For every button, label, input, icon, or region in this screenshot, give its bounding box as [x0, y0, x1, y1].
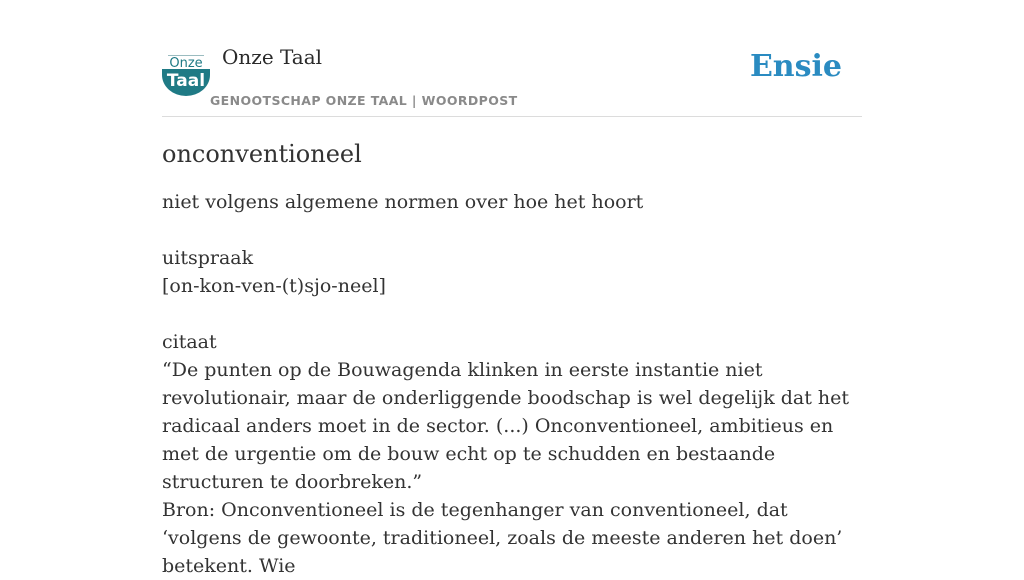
site-name[interactable]: Onze Taal — [222, 45, 323, 69]
quote-section — [162, 328, 862, 580]
logo-text-top: Onze — [169, 56, 203, 71]
pronunciation-section — [162, 244, 862, 300]
logo-text-bottom: Taal — [166, 71, 206, 91]
source-text: Bron: Onconventioneel is de tegenhanger van conventioneel, dat ‘volgens de gewoonte, traditioneel, zoals de meeste anderen het doen’ betekent. Wie — [162, 499, 843, 577]
entry-definition: niet volgens algemene normen over hoe het hoort — [162, 191, 644, 213]
entry-content — [162, 136, 862, 580]
pronunciation-label: uitspraak — [162, 247, 254, 269]
onze-taal-logo[interactable] — [162, 52, 210, 96]
site-subtitle: GENOOTSCHAP ONZE TAAL | WOORDPOST — [210, 93, 518, 108]
quote-label: citaat — [162, 331, 217, 353]
entry-term: onconventioneel — [162, 140, 362, 168]
quote-text: “De punten op de Bouwagenda klinken in eerste instantie niet revolutionair, maar de onderliggende boodschap is wel degelijk dat het radicaal anders moet in de sector. (...) Onconventioneel, ambitieus en met de urgentie om de bouw echt op te schudden en bestaande structuren te doorbreken.” — [162, 359, 850, 493]
ensie-brand-link[interactable]: Ensie — [749, 49, 842, 84]
pronunciation-value: [on-kon-ven-(t)sjo-neel] — [162, 275, 386, 297]
site-header — [162, 40, 862, 117]
